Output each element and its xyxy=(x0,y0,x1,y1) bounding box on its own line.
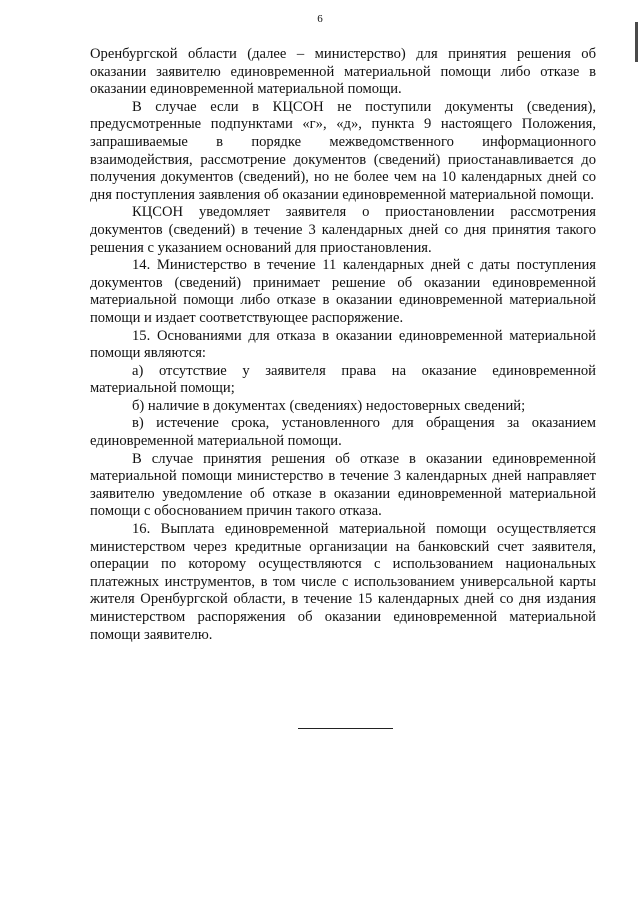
paragraph-refusal-notice: В случае принятия решения об отказе в оказании единовременной материальной помощи министерство в течение 3 календарных дней направляет заявителю уведомление об отказе в оказании единовременной материальной помощи с обоснованием причин такого отказа. xyxy=(90,450,596,520)
document-body xyxy=(90,46,596,644)
scan-edge-mark xyxy=(635,22,638,62)
paragraph-suspension-case: В случае если в КЦСОН не поступили документы (сведения), предусмотренные подпунктами «г», «д», пункта 9 настоящего Положения, запрашиваемые в порядке межведомственного информационного взаимодействия, рассмотрение документов (сведений) приостанавливается до получения документов (сведений), но не более чем на 10 календарных дней со дня поступления заявления об оказании единовременной материальной помощи. xyxy=(90,98,596,203)
paragraph-item-15-b: б) наличие в документах (сведениях) недостоверных сведений; xyxy=(132,397,526,414)
end-of-document-rule xyxy=(298,728,393,729)
paragraph-continuation: Оренбургской области (далее – министерство) для принятия решения об оказании заявителю единовременной материальной помощи либо отказе в оказании единовременной материальной помощи. xyxy=(90,46,596,98)
paragraph-item-14: 14. Министерство в течение 11 календарных дней с даты поступления документов (сведений) принимает решение об оказании единовременной материальной помощи либо отказе в оказании единовременной материальной помощи и издает соответствующее распоряжение. xyxy=(90,257,596,326)
paragraph-suspension-notice: КЦСОН уведомляет заявителя о приостановлении рассмотрения документов (сведений) в течение 3 календарных дней со дня принятия такого решения с указанием оснований для приостановления. xyxy=(90,204,596,256)
paragraph-item-15-c: в) истечение срока, установленного для обращения за оказанием единовременной материальной помощи. xyxy=(90,415,596,450)
page-number: 6 xyxy=(317,13,323,25)
paragraph-item-15: 15. Основаниями для отказа в оказании единовременной материальной помощи являются: xyxy=(90,327,596,362)
paragraph-item-16: 16. Выплата единовременной материальной помощи осуществляется министерством через кредитные организации на банковский счет заявителя, операции по которому осуществляются с использованием национальных платежных инструментов, в том числе с использованием универсальной карты жителя Оренбургской области, в течение 15 календарных дней со дня издания министерством распоряжения об оказании единовременной материальной помощи заявителю. xyxy=(90,521,596,643)
paragraph-item-15-a: а) отсутствие у заявителя права на оказание единовременной материальной помощи; xyxy=(90,362,596,397)
